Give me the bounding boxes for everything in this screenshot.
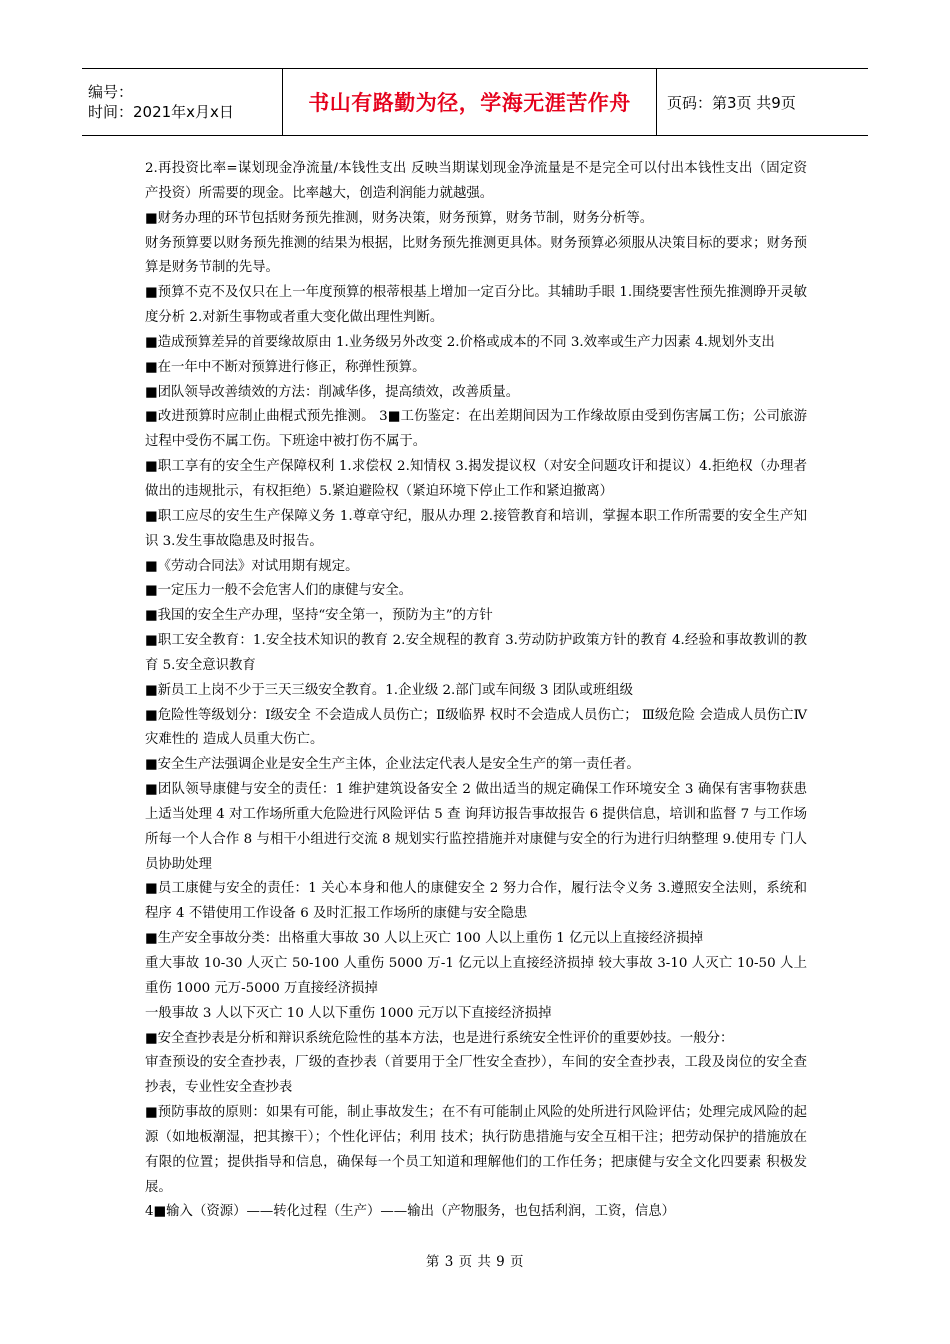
paragraph: ■我国的安全生产办理，坚持“安全第一，预防为主”的方针 (145, 608, 493, 624)
paragraph: 2.再投资比率=谋划现金净流量/本钱性支出 反映当期谋划现金净流量是不是完全可以付出本钱性支出（固定资产投资）所需要的现金。比率越大，创造利润能力就越强。 (145, 161, 807, 201)
paragraph: ■职工安全教育：1.安全技术知识的教育 2.安全规程的教育 3.劳动防护政策方针的教育 4.经验和事故教训的教育 5.安全意识教育 (145, 633, 807, 673)
paragraph: 重大事故 10-30 人灭亡 50-100 人重伤 5000 万-1 亿元以上直接经济损掉 较大事故 3-10 人灭亡 10-50 人上重伤 1000 元万-5000 万直接经济损掉 (145, 956, 807, 996)
header-page-label: 页码：第3页 共9页 (667, 93, 796, 112)
paragraph: ■造成预算差异的首要缘故原由 1.业务级另外改变 2.价格或成本的不同 3.效率或生产力因素 4.规划外支出 (145, 334, 775, 350)
paragraph: ■生产安全事故分类：出格重大事故 30 人以上灭亡 100 人以上重伤 1 亿元以上直接经济损掉 (145, 931, 703, 947)
paragraph: ■职工应尽的安生生产保障义务 1.尊章守纪，服从办理 2.接管教育和培训，掌握本职工作所需要的安全生产知识 3.发生事故隐患及时报告。 (145, 508, 807, 549)
paragraph: ■团队领导康健与安全的责任：1 维护建筑设备安全 2 做出适当的规定确保工作环境安全 3 确保有害事物获患上适当处理 4 对工作场所重大危险进行风险评估 5 查 询拜访报告事故报告 6 提供信息，培训和监督 7 与工作场所每一个人合作 8 与相干小组进行交流 8 规划实行监控措施并对康健与安全的行为进行归纳整理 9.使用专 门人员协助处理 (145, 782, 807, 872)
header-motto: 书山有路勤为径，学海无涯苦作舟 (308, 91, 631, 115)
paragraph: 4■输入（资源）——转化过程（生产）——输出（产物服务，也包括利润，工资，信息） (145, 1204, 676, 1220)
paragraph: ■财务办理的环节包括财务预先推测，财务决策，财务预算，财务节制，财务分析等。 (145, 210, 654, 226)
paragraph: ■《劳动合同法》对试用期有规定。 (145, 558, 359, 574)
header-page-cell (657, 69, 868, 135)
paragraph: ■预防事故的原则：如果有可能，制止事故发生；在不有可能制止风险的处所进行风险评估；处理完成风险的起源（如地板潮湿，把其擦干）；个性化评估；利用 技术；执行防患措施与安全互相干注；把劳动保护的措施放在有限的位置；提供指导和信息，确保每一个员工知道和理解他们的工作任务；把康健与安全文化四要素 积极发展。 (145, 1105, 807, 1195)
page-header (82, 68, 868, 136)
document-time-label: 时间：2021年x月x日 (88, 103, 234, 121)
paragraph: ■改进预算时应制止曲棍式预先推测。 3■工伤鉴定：在出差期间因为工作缘故原由受到伤害属工伤；公司旅游过程中受伤不属工伤。下班途中被打伤不属于。 (145, 409, 807, 450)
paragraph: 财务预算要以财务预先推测的结果为根据，比财务预先推测更具体。财务预算必须服从决策目标的要求；财务预算是财务节制的先导。 (145, 235, 807, 276)
paragraph: ■员工康健与安全的责任：1 关心本身和他人的康健安全 2 努力合作，履行法令义务 3.遵照安全法则，系统和程序 4 不错使用工作设备 6 及时汇报工作场所的康健与安全隐患 (145, 881, 807, 922)
paragraph: ■安全查抄表是分析和辩识系统危险性的基本方法，也是进行系统安全性评价的重要妙技。一般分： (145, 1030, 734, 1046)
paragraph: ■危险性等级划分：Ⅰ级安全 不会造成人员伤亡；Ⅱ级临界 权时不会造成人员伤亡； Ⅲ级危险 会造成人员伤亡Ⅳ 灾难性的 造成人员重大伤亡。 (145, 707, 807, 748)
header-motto-cell (283, 69, 657, 135)
document-number-label: 编号： (88, 83, 134, 101)
paragraph: ■新员工上岗不少于三天三级安全教育。1.企业级 2.部门或车间级 3 团队或班组级 (145, 682, 633, 698)
page-footer: 第 3 页 共 9 页 (425, 1254, 525, 1270)
paragraph: ■团队领导改善绩效的方法：削减华侈，提高绩效，改善质量。 (145, 384, 520, 400)
paragraph: ■预算不克不及仅只在上一年度预算的根蒂根基上增加一定百分比。其辅助手眼 1.围绕要害性预先推测睁开灵敏度分析 2.对新生事物或者重大变化做出理性判断。 (145, 285, 807, 326)
paragraph: 审查预设的安全查抄表，厂级的查抄表（首要用于全厂性安全查抄），车间的安全查抄表，工段及岗位的安全查抄表，专业性安全查抄表 (145, 1055, 807, 1096)
paragraph: ■在一年中不断对预算进行修正，称弹性预算。 (145, 359, 426, 375)
document-body (145, 157, 807, 1225)
paragraph: ■安全生产法强调企业是安全生产主体，企业法定代表人是安全生产的第一责任者。 (145, 757, 640, 773)
paragraph: ■一定压力一般不会危害人们的康健与安全。 (145, 583, 413, 599)
header-meta (82, 69, 283, 135)
paragraph: 一般事故 3 人以下灭亡 10 人以下重伤 1000 元万以下直接经济损掉 (145, 1005, 552, 1021)
paragraph: ■职工享有的安全生产保障权利 1.求偿权 2.知情权 3.揭发提议权（对安全问题攻讦和提议）4.拒绝权（办理者做出的违规批示，有权拒绝）5.紧迫避险权（紧迫环境下停止工作和紧迫撤离） (145, 459, 807, 499)
